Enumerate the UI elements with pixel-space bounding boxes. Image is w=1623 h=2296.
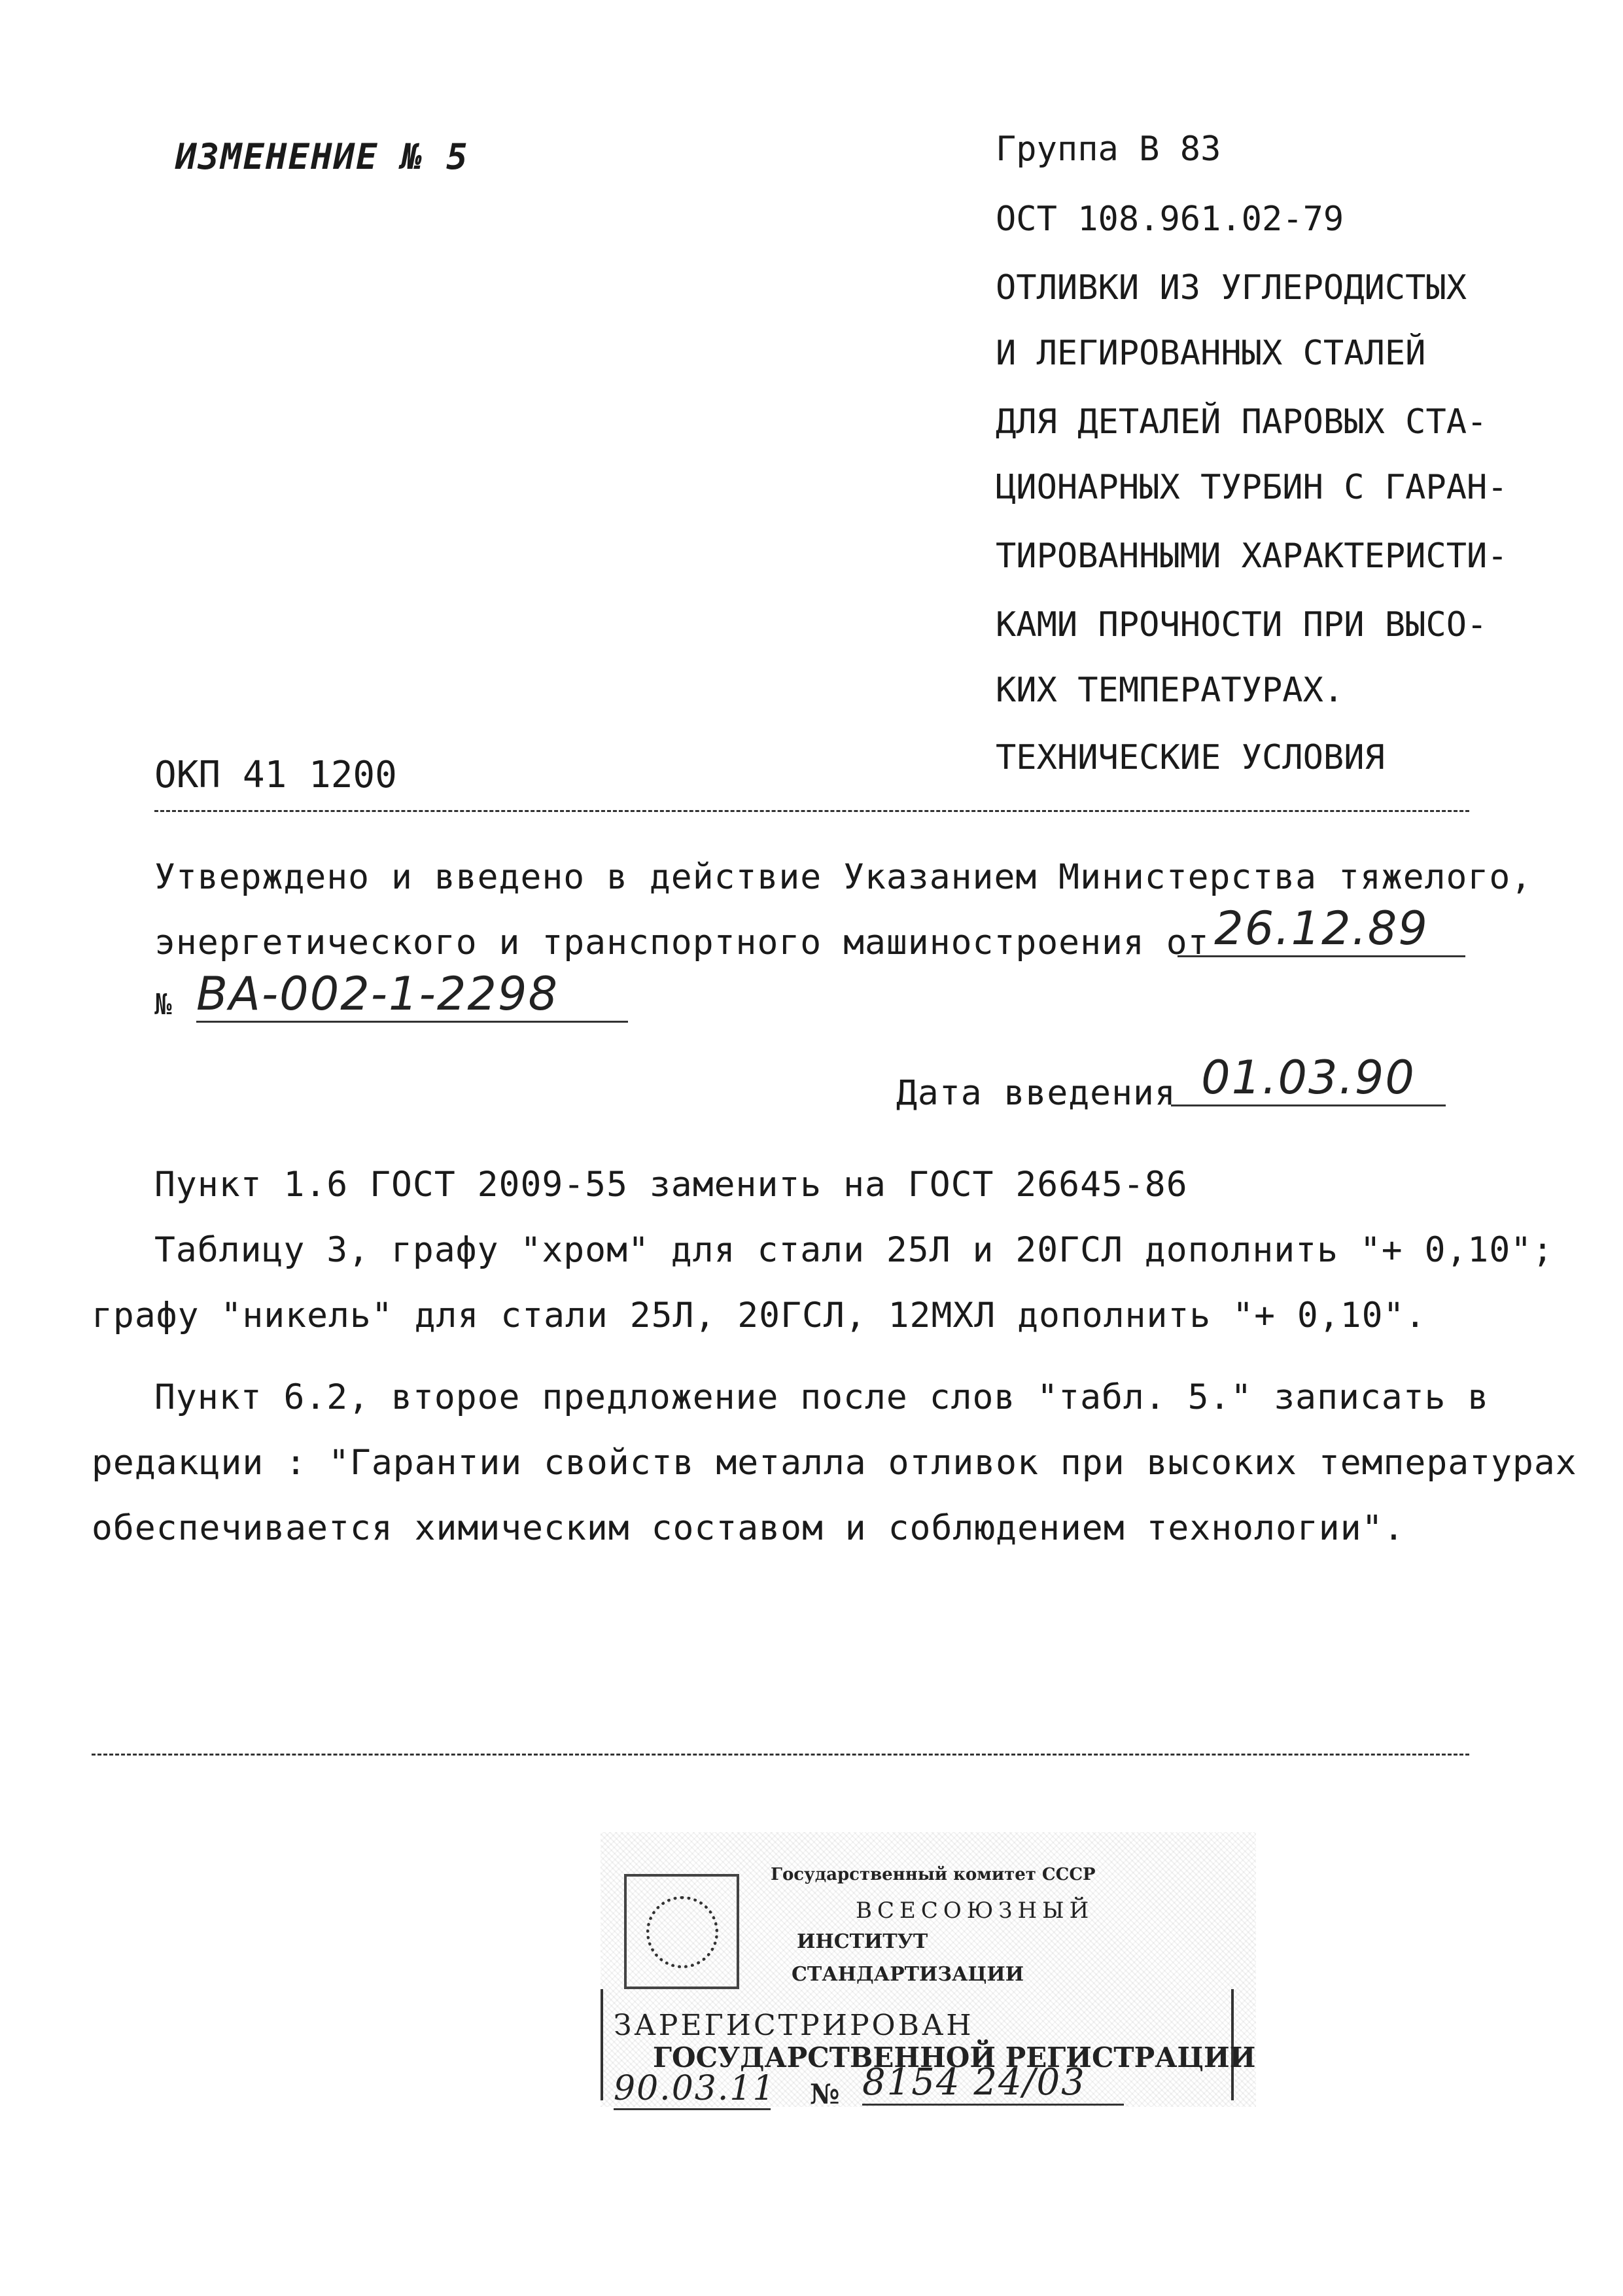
change-title: ИЗМЕНЕНИЕ № 5 bbox=[175, 136, 469, 177]
title-line: ОТЛИВКИ ИЗ УГЛЕРОДИСТЫХ bbox=[996, 268, 1467, 308]
approval-number: ВА-002-1-2298 bbox=[196, 967, 628, 1023]
approval-line: энергетического и транспортного машиностроения от bbox=[154, 923, 1210, 963]
approval-line: Утверждено и введено в действие Указанием Министерства тяжелого, bbox=[154, 857, 1533, 897]
title-line: ТЕХНИЧЕСКИЕ УСЛОВИЯ bbox=[996, 738, 1385, 777]
stamp-number: 8154 24/03 bbox=[862, 2061, 1124, 2106]
stamp-text: ИНСТИТУТ bbox=[797, 1930, 928, 1953]
approval-date: 26.12.89 bbox=[1178, 902, 1465, 957]
intro-date-label: Дата введения bbox=[896, 1073, 1176, 1113]
title-line: И ЛЕГИРОВАННЫХ СТАЛЕЙ bbox=[996, 334, 1426, 373]
header-divider bbox=[154, 810, 1469, 812]
title-line: ЦИОНАРНЫХ ТУРБИН С ГАРАН- bbox=[996, 468, 1508, 507]
clause-paragraph: Таблицу 3, графу "хром" для стали 25Л и 20ГСЛ дополнить "+ 0,10"; bbox=[154, 1230, 1554, 1270]
title-line: ТИРОВАННЫМИ ХАРАКТЕРИСТИ- bbox=[996, 537, 1508, 576]
clause-paragraph: графу "никель" для стали 25Л, 20ГСЛ, 12МХЛ дополнить "+ 0,10". bbox=[92, 1296, 1427, 1335]
stamp-date: 90.03.11 bbox=[614, 2069, 771, 2110]
stamp-text: Государственный комитет СССР bbox=[771, 1865, 1096, 1884]
title-line: КИХ ТЕМПЕРАТУРАХ. bbox=[996, 671, 1344, 710]
number-label: № bbox=[154, 988, 173, 1021]
clause-paragraph: Пункт 1.6 ГОСТ 2009-55 заменить на ГОСТ 26645-86 bbox=[154, 1165, 1188, 1205]
stamp-emblem-box bbox=[624, 1874, 739, 1989]
title-line: ДЛЯ ДЕТАЛЕЙ ПАРОВЫХ СТА- bbox=[996, 402, 1488, 442]
registration-stamp bbox=[601, 1832, 1256, 2110]
okp-code: ОКП 41 1200 bbox=[154, 754, 397, 796]
footer-divider bbox=[92, 1754, 1469, 1756]
stamp-number-label: № bbox=[810, 2078, 840, 2110]
emblem-icon bbox=[646, 1896, 718, 1968]
stamp-text: СТАНДАРТИЗАЦИИ bbox=[792, 1963, 1024, 1986]
clause-paragraph: обеспечивается химическим составом и соблюдением технологии". bbox=[92, 1508, 1405, 1548]
stamp-text: ГОСУДАРСТВЕННОЙ РЕГИСТРАЦИИ bbox=[653, 2041, 1256, 2074]
stamp-text: ВСЕСОЮЗНЫЙ bbox=[856, 1898, 1094, 1924]
intro-date: 01.03.90 bbox=[1171, 1051, 1446, 1106]
clause-paragraph: редакции : "Гарантии свойств металла отливок при высоких температурах bbox=[92, 1443, 1577, 1483]
title-line: КАМИ ПРОЧНОСТИ ПРИ ВЫСО- bbox=[996, 605, 1488, 645]
clause-paragraph: Пункт 6.2, второе предложение после слов "табл. 5." записать в bbox=[154, 1377, 1490, 1417]
stamp-text: ЗАРЕГИСТРИРОВАН bbox=[614, 2009, 974, 2042]
group-code: Группа В 83 bbox=[996, 130, 1221, 169]
standard-number: ОСТ 108.961.02-79 bbox=[996, 200, 1344, 239]
